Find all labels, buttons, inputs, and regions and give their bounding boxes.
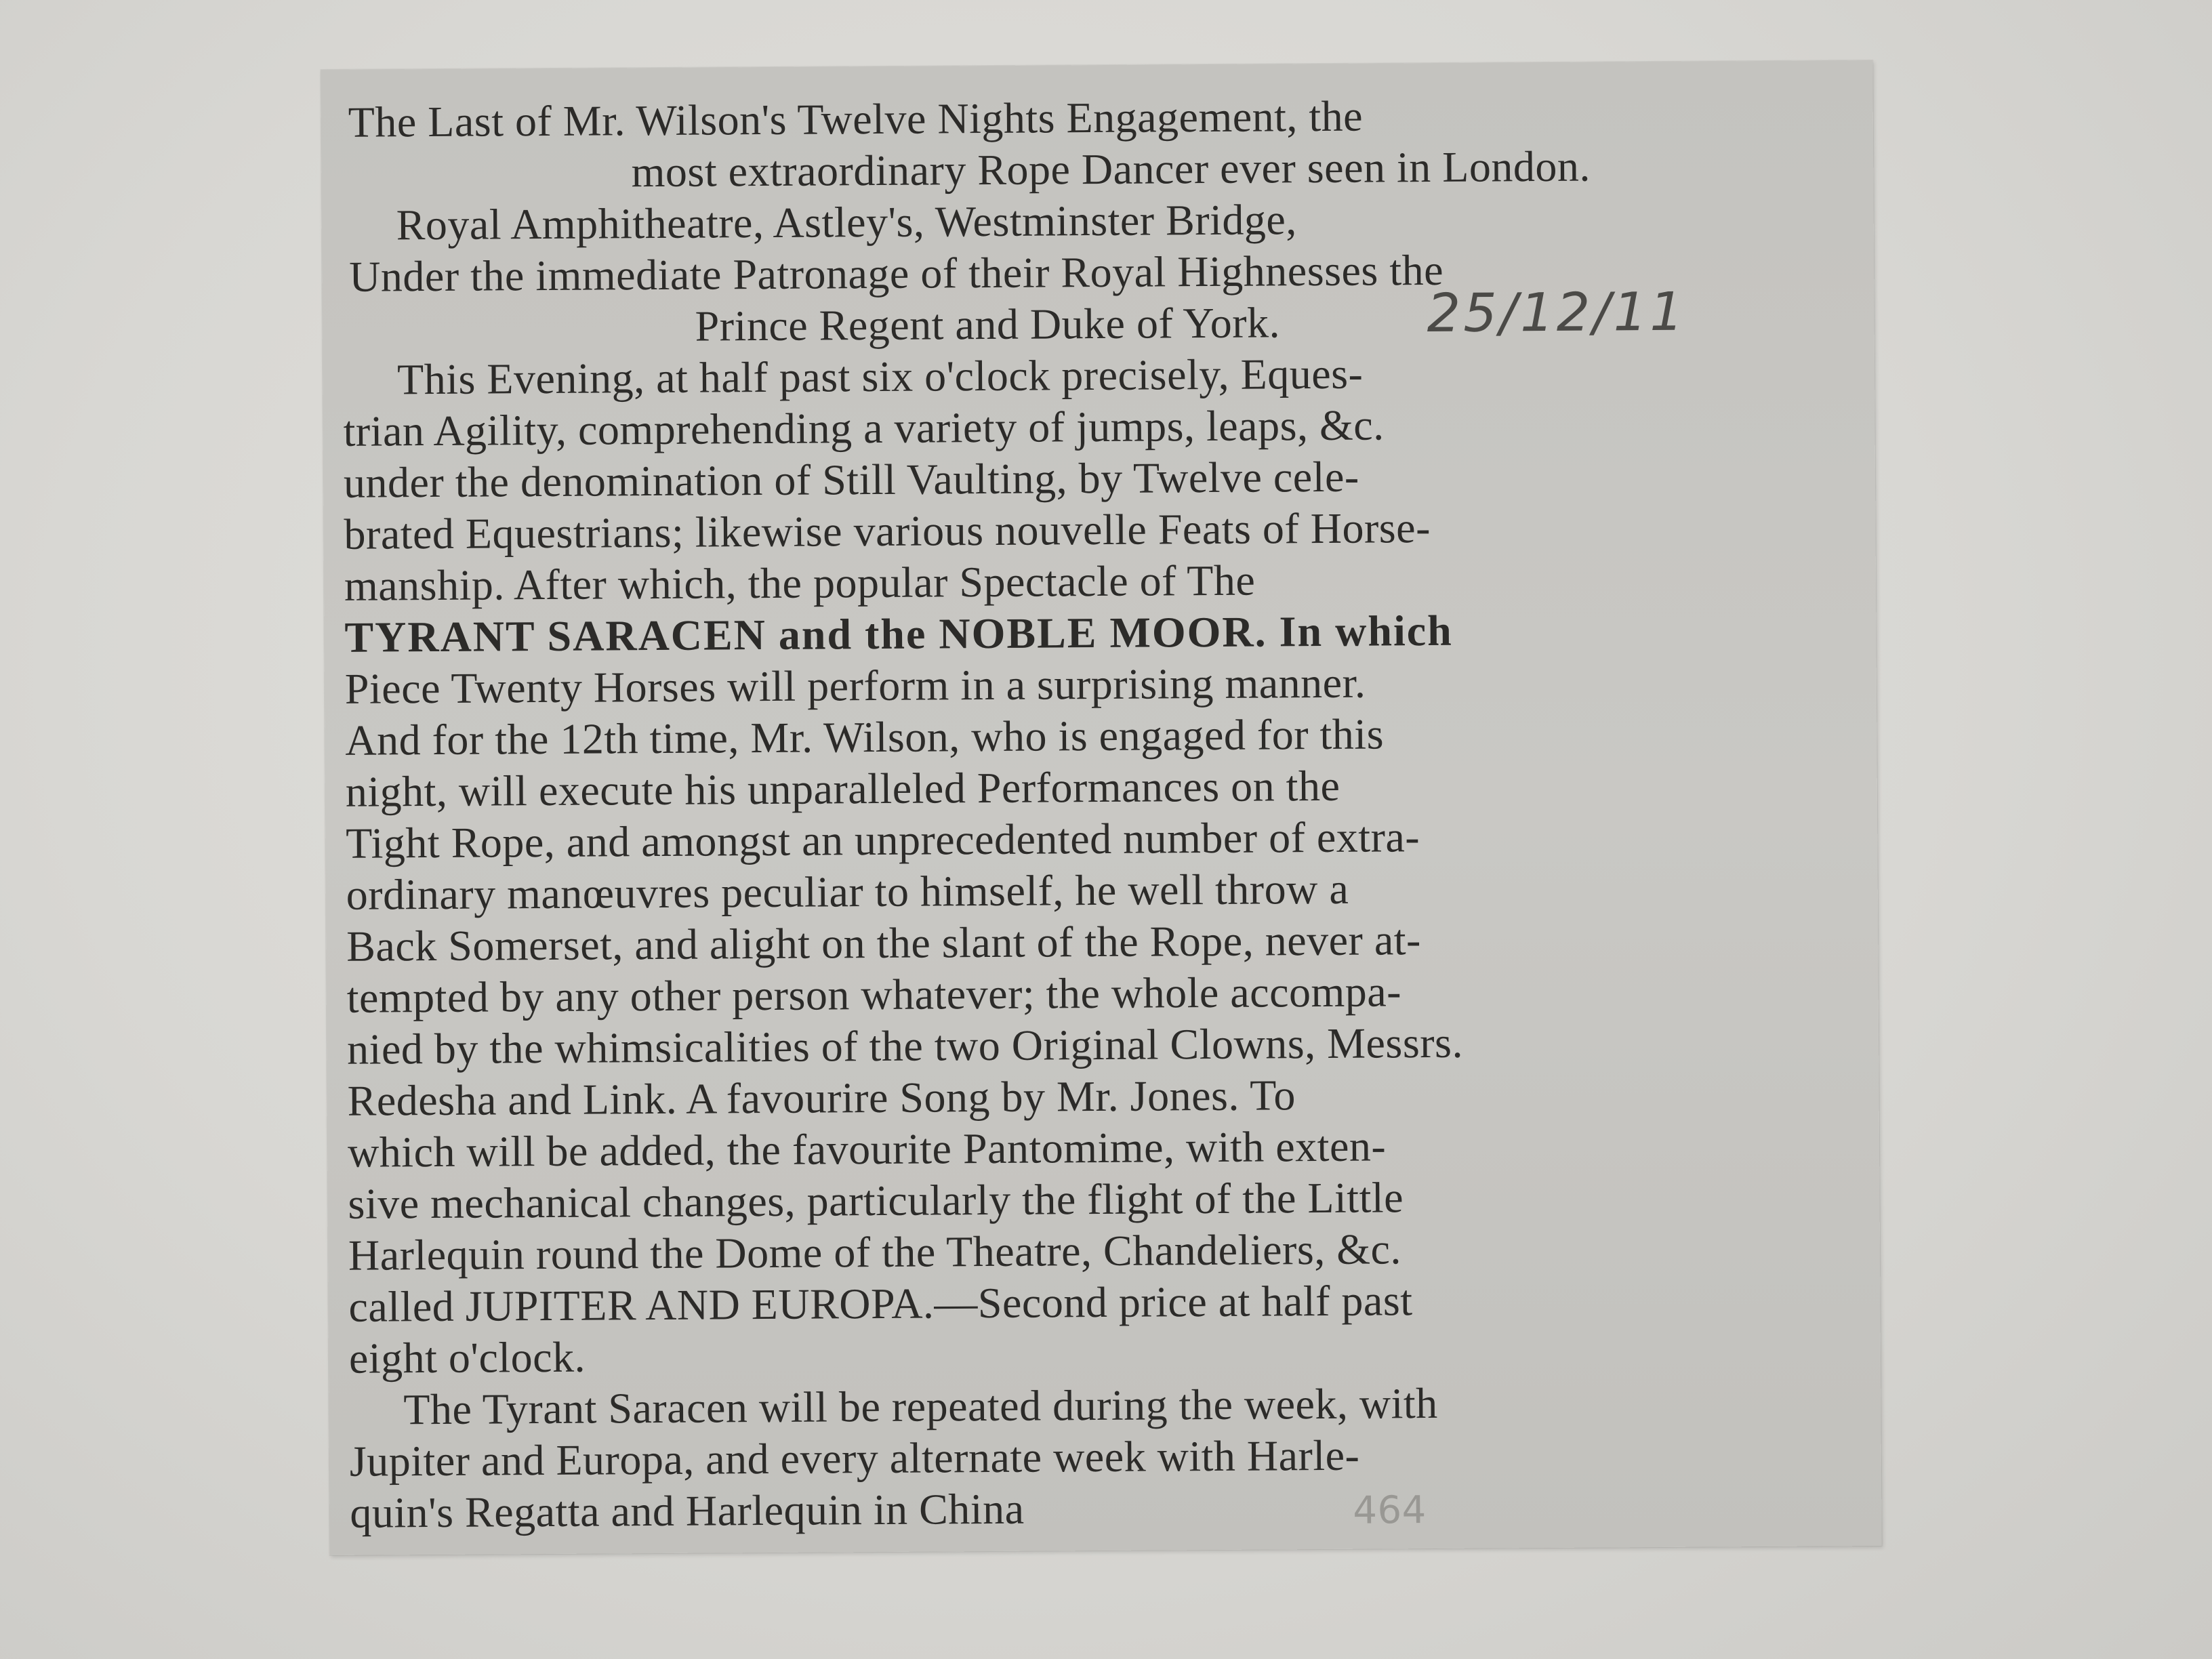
body-line [346,963,1858,1024]
header-line-1 [342,87,1853,148]
line-text: nied by the whimsicalities of the two Original Clowns, Messrs. [346,1018,1464,1073]
header-text: most extraordinary Rope Dancer ever seen in London. [631,142,1591,197]
body-line [346,912,1858,972]
line-text: And for the 12th time, Mr. Wilson, who is engaged for this [345,710,1385,764]
header-text: The Last of Mr. Wilson's Twelve Nights Engagement, the [348,91,1364,146]
clipping-text [342,87,1862,1539]
footer-line [350,1427,1861,1488]
line-text: night, will execute his unparalleled Performances on the [345,761,1340,816]
line-text: quin's Regatta and Harlequin in China [350,1484,1025,1537]
footer-line [349,1375,1860,1436]
body-line [346,808,1857,869]
line-text: trian Agility, comprehending a variety of jumps, leaps, &c. [343,401,1385,455]
body-line [347,1066,1858,1127]
line-text: TYRANT SARACEN and the NOBLE MOOR. In which [344,606,1453,661]
line-text: Harlequin round the Dome of the Theatre, Chandeliers, &c. [348,1225,1402,1279]
body-line [345,654,1856,715]
patronage-text: Prince Regent and Duke of York. [695,298,1281,350]
header-line-2 [342,139,1853,200]
body-line [346,860,1858,921]
body-line [344,551,1856,612]
patronage-text: Under the immediate Patronage of their Royal Highnesses the [348,245,1444,301]
body-line [344,448,1855,509]
body-line [347,1015,1858,1076]
newspaper-clipping [321,60,1881,1555]
footer-line [350,1478,1861,1539]
body-line [348,1169,1859,1230]
line-text: Redesha and Link. A favourire Song by Mr. Jones. To [347,1071,1296,1125]
body-line [343,345,1854,406]
body-line [343,396,1854,457]
line-text: This Evening, at half past six o'clock precisely, Eques- [396,349,1364,404]
body-line [344,602,1856,663]
body-line [348,1221,1860,1282]
line-text: Jupiter and Europa, and every alternate week with Harle- [349,1431,1360,1486]
pencil-catalog-number: 464 [1353,1488,1427,1533]
line-text: Tight Rope, and amongst an unprecedented number of extra- [346,813,1420,867]
line-text: Back Somerset, and alight on the slant of the Rope, never at- [346,916,1422,970]
body-line [349,1324,1860,1385]
line-text: called JUPITER AND EUROPA.—Second price at half past [348,1276,1413,1331]
line-text: sive mechanical changes, particularly the flight of the Little [348,1173,1404,1228]
body-line [348,1118,1859,1179]
line-text: brated Equestrians; likewise various nouvelle Feats of Horse- [344,504,1431,558]
header-line-5 [342,281,1853,354]
line-text: which will be added, the favourite Pantomime, with exten- [347,1122,1387,1176]
body-line [346,757,1857,818]
line-text: The Tyrant Saracen will be repeated during the week, with [403,1378,1438,1434]
line-text: ordinary manœuvres peculiar to himself, he well throw a [346,864,1349,919]
line-text: manship. After which, the popular Spectacle of The [344,556,1256,610]
body-line [344,499,1855,560]
body-line [348,1272,1860,1333]
line-text: under the denomination of Still Vaulting, by Twelve cele- [343,452,1359,507]
handwritten-date: 25/12/11 [1427,281,1687,345]
line-text: Piece Twenty Horses will perform in a surprising manner. [344,658,1366,713]
body-line [345,705,1856,766]
header-line-3 [342,190,1853,251]
line-text: tempted by any other person whatever; the whole accompa- [346,967,1402,1022]
venue-text: Royal Amphitheatre, Astley's, Westminster Bridge, [396,195,1298,249]
line-text: eight o'clock. [348,1332,586,1382]
